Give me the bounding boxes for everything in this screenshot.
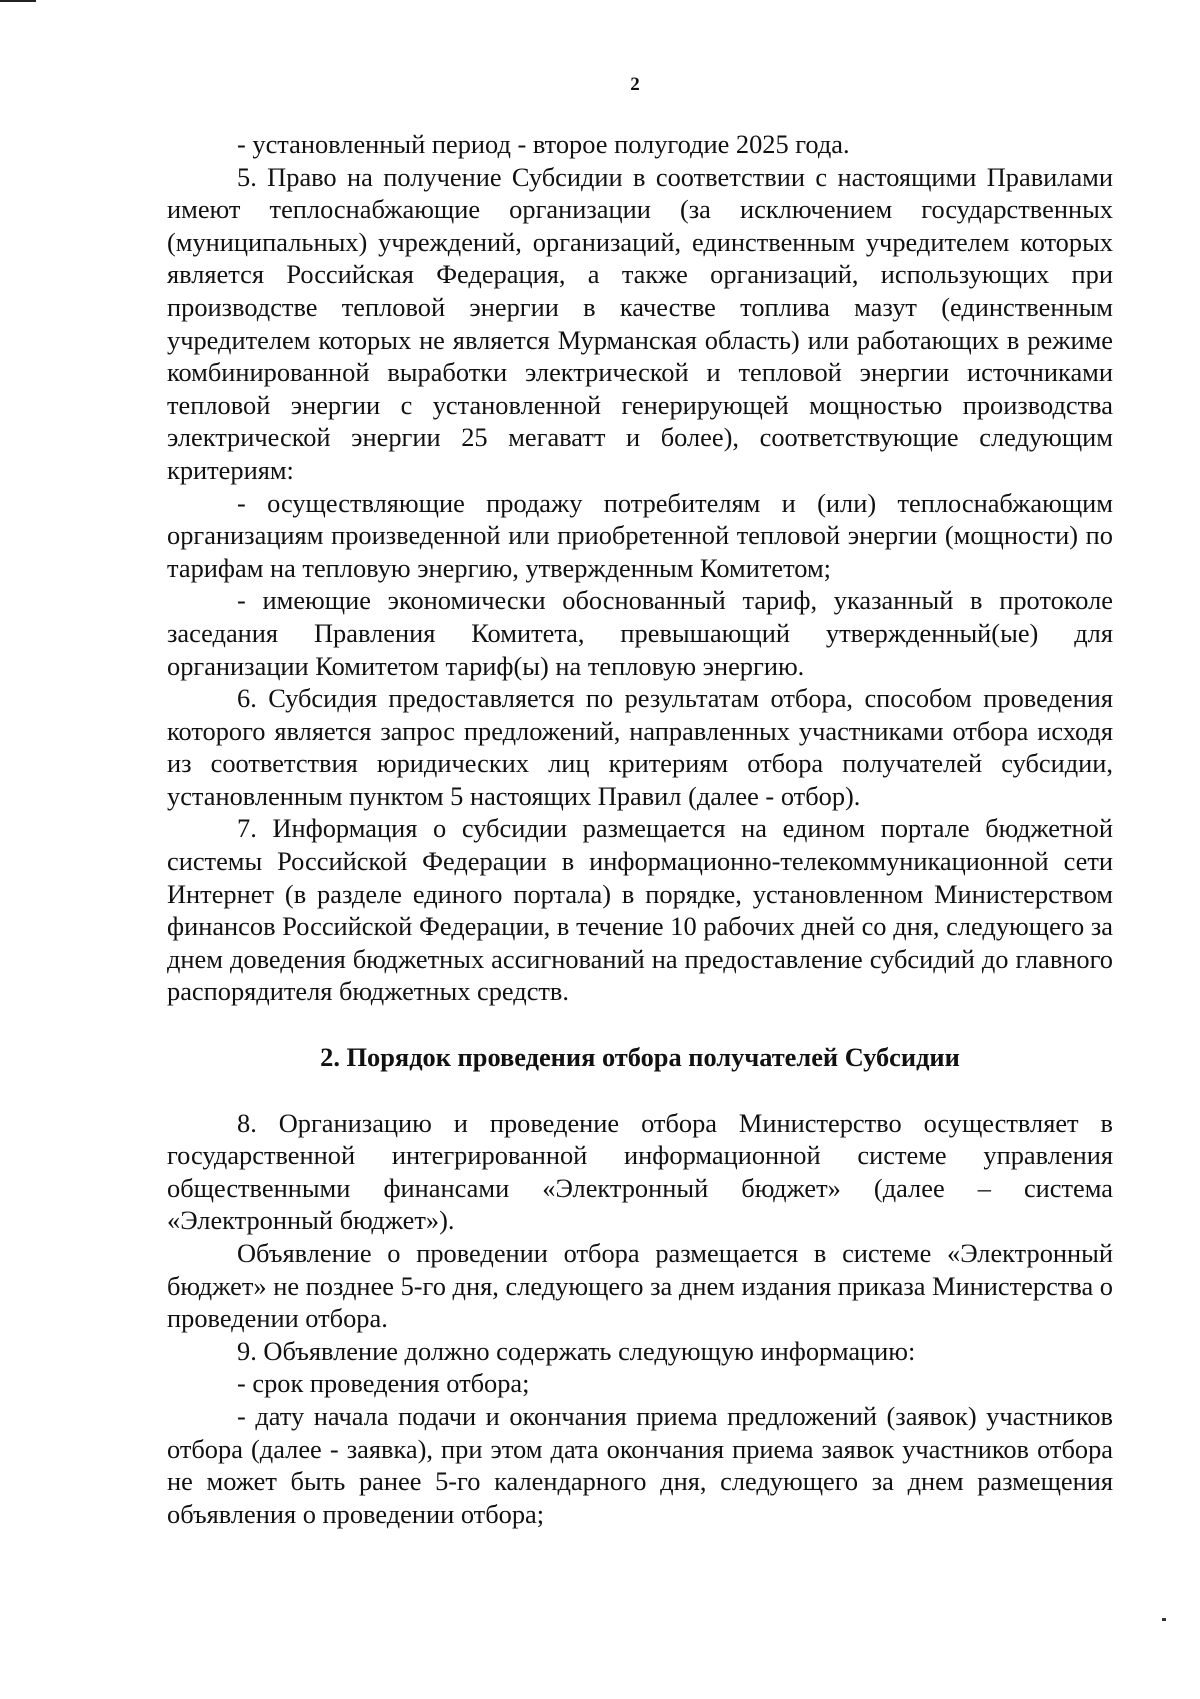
paragraph-item-6: 6. Субсидия предоставляется по результатам отбора, способом проведения которого является запрос предложений, направленных участниками отбора исходя из соответствия юридических лиц критериям отбора получателей субсидии, установленным пунктом 5 настоящих Правил (далее - отбор). [167,683,1113,811]
scan-artifact-dot [1162,1618,1166,1621]
paragraph-list-dates: - дату начала подачи и окончания приема предложений (заявок) участников отбора (далее - заявка), при этом дата окончания приема заявок участников отбора не может быть ранее 5-го календарного дня, следующего за днем размещения объявления о проведении отбора; [167,1400,1113,1529]
paragraph-criterion-2: - имеющие экономически обоснованный тариф, указанный в протоколе заседания Правления Комитета, превышающий утвержденный(ые) для организации Комитетом тариф(ы) на тепловую энергию. [167,585,1113,681]
paragraph-item-7: 7. Информация о субсидии размещается на едином портале бюджетной системы Российской Федерации в информационно-телекоммуникационной сети Интернет (в разделе единого портала) в порядке, установленном Министерством финансов Российской Федерации, в течение 10 рабочих дней со дня, следующего за днем доведения бюджетных ассигнований на предоставление субсидий до главного распорядителя бюджетных средств. [167,813,1113,1007]
paragraph-item-8: 8. Организацию и проведение отбора Министерство осуществляет в государственной интегрированной информационной системе управления общественными финансами «Электронный бюджет» (далее – система «Электронный бюджет»). [167,1107,1113,1236]
paragraph-period: - установленный период - второе полугодие 2025 года. [237,129,850,159]
paragraph-criterion-1: - осуществляющие продажу потребителям и (или) теплоснабжающим организациям произведенной или приобретенной тепловой энергии (мощности) по тарифам на тепловую энергию, утвержденным Комитетом; [167,487,1113,583]
paragraph-item-5: 5. Право на получение Субсидии в соответствии с настоящими Правилами имеют теплоснабжающие организации (за исключением государственных (муниципальных) учреждений, организаций, единственным учредителем которых является Российская Федерация, а также организаций, использующих при производстве тепловой энергии в качестве топлива мазут (единственным учредителем которых не является Мурманская область) или работающих в режиме комбинированной выработки электрической и тепловой энергии источниками тепловой энергии с установленной генерирующей мощностью производства электрической энергии 25 мегаватт и более), соответствующие следующим критериям: [167,161,1113,485]
section-heading: 2. Порядок проведения отбора получателей Субсидии [320,1042,960,1073]
paragraph-list-term: - срок проведения отбора; [237,1368,530,1399]
paragraph-item-9: 9. Объявление должно содержать следующую информацию: [237,1335,916,1366]
page-number: 2 [630,74,640,95]
paragraph-announcement: Объявление о проведении отбора размещается в системе «Электронный бюджет» не позднее 5-го дня, следующего за днем издания приказа Министерства о проведении отбора. [167,1238,1113,1334]
scan-artifact-mark [0,0,36,2]
document-body [167,128,1113,1530]
